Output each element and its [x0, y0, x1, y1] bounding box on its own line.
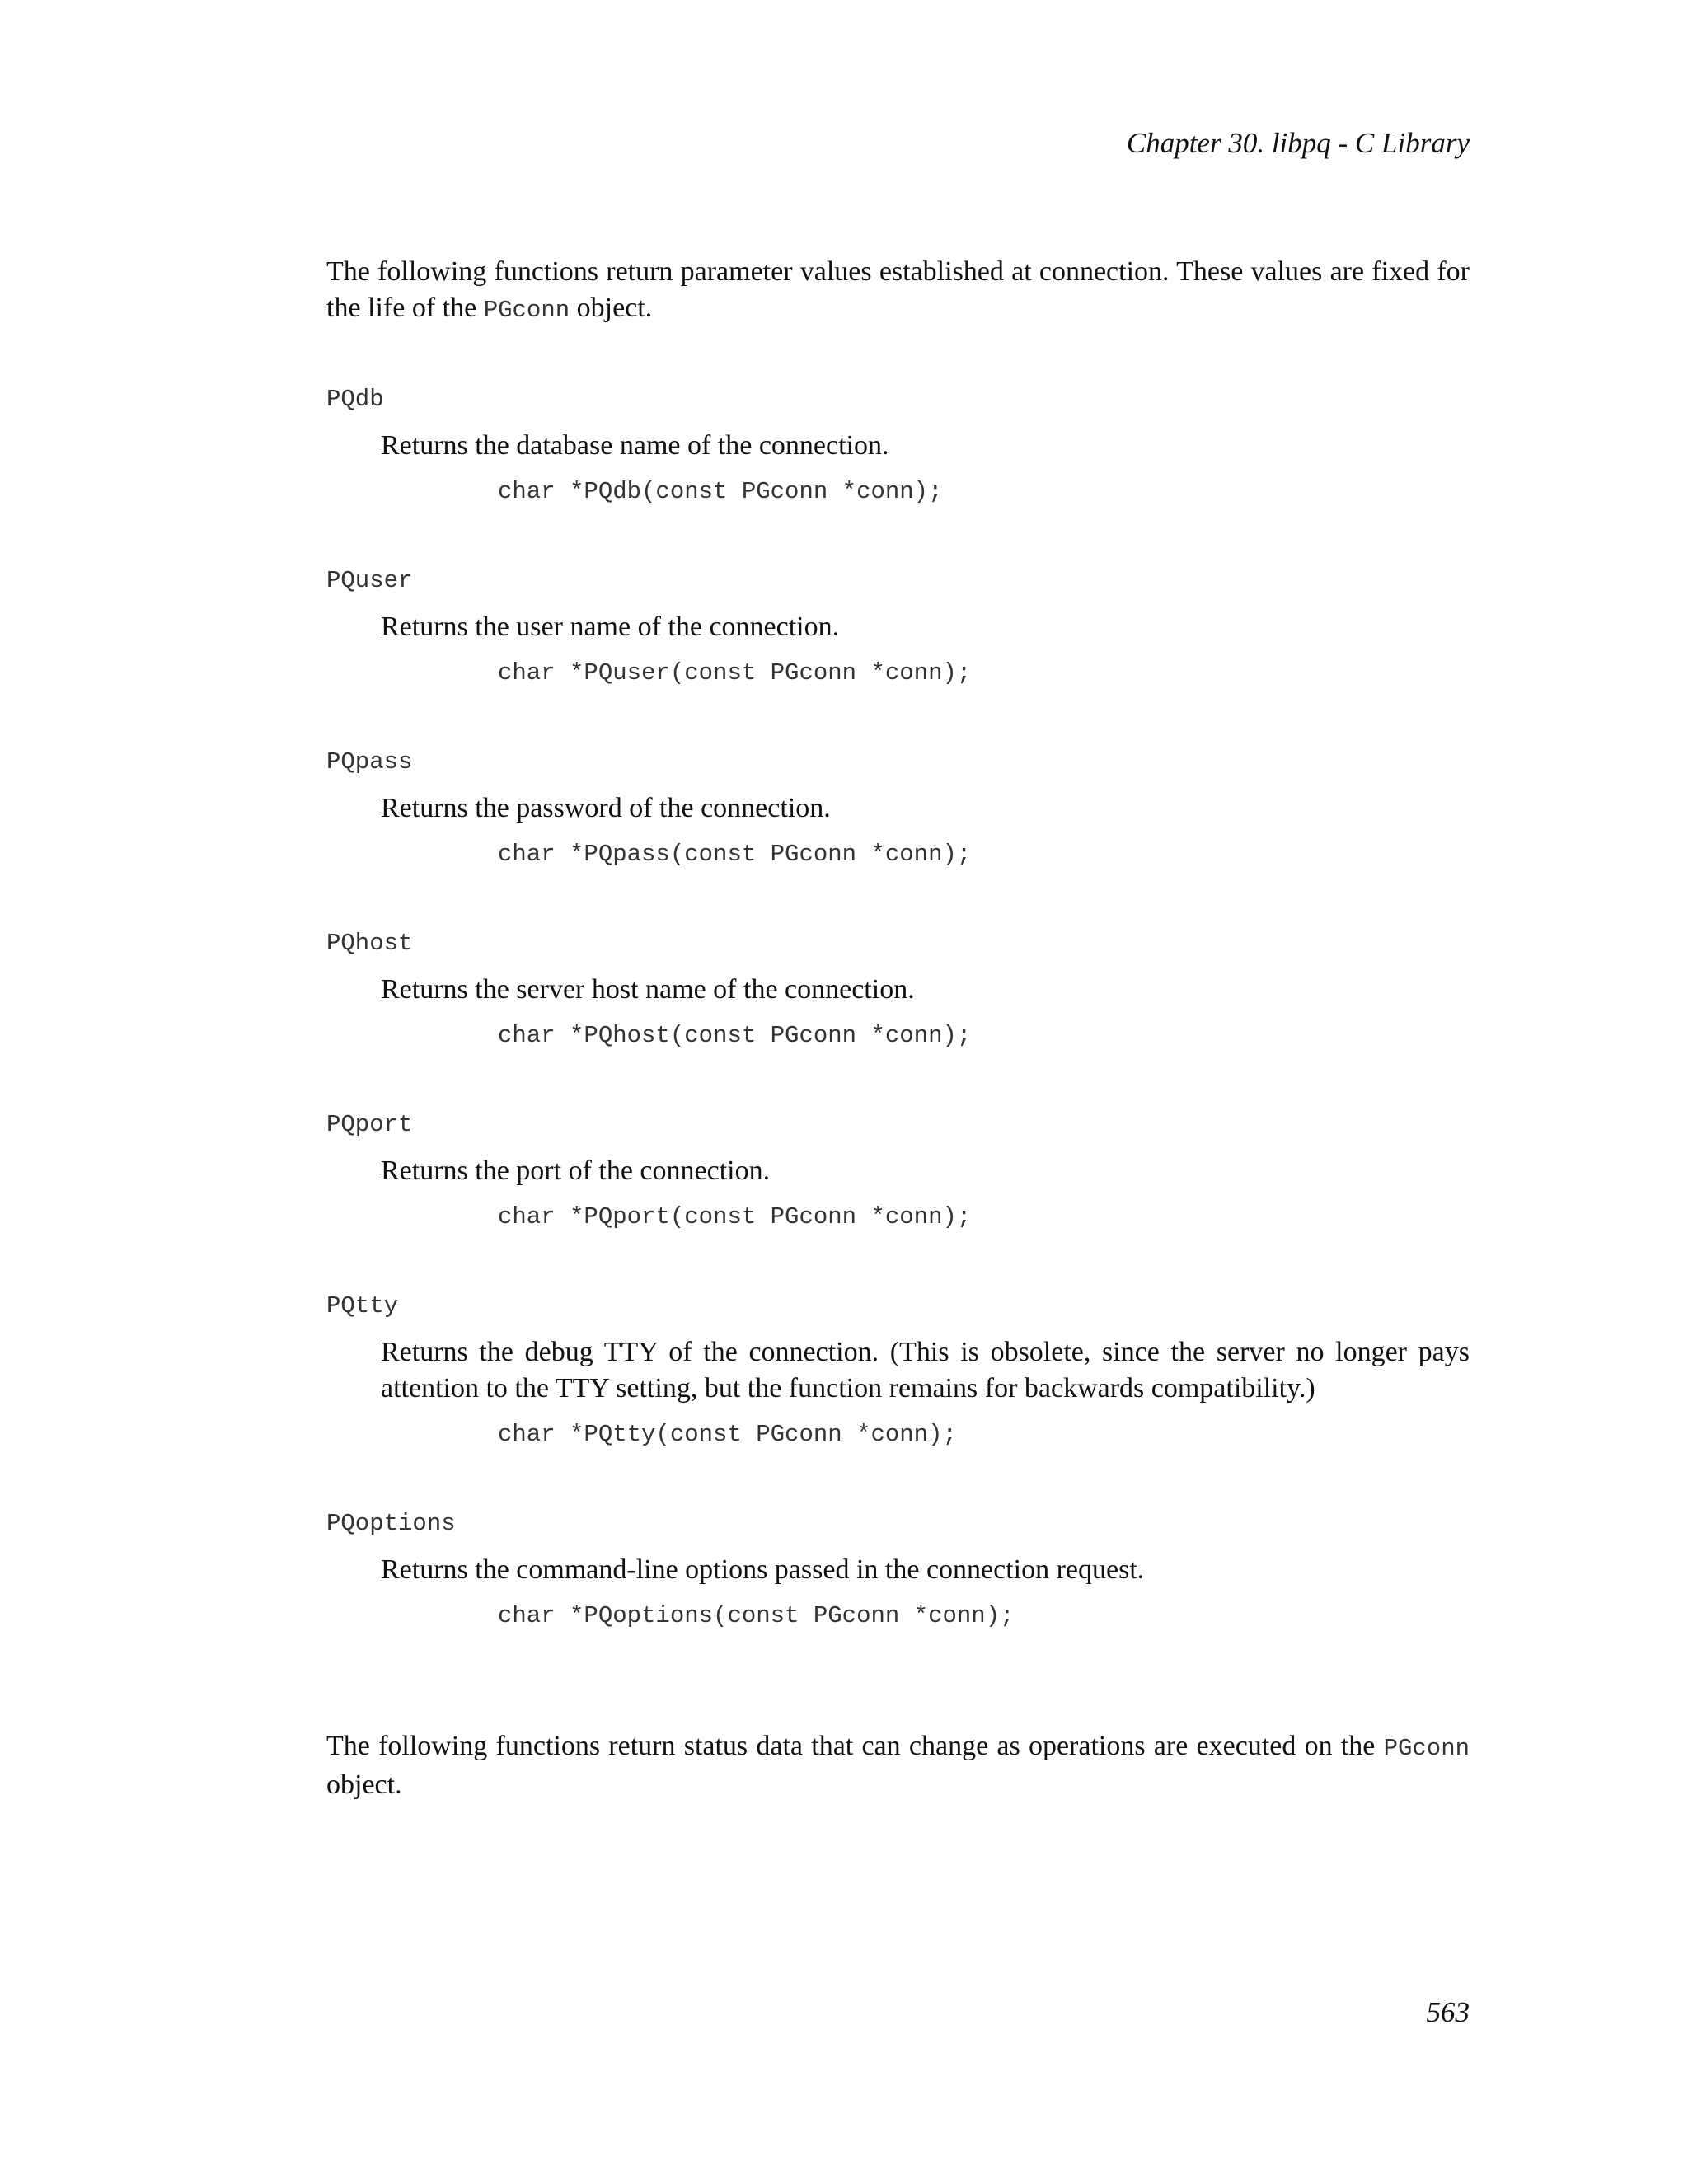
outro-code-pgconn: PGconn [1383, 1735, 1470, 1762]
function-synopsis: char *PQport(const PGconn *conn); [498, 1203, 972, 1230]
running-header: Chapter 30. libpq - C Library [1126, 127, 1470, 159]
function-name: PQpass [326, 748, 413, 776]
function-synopsis: char *PQhost(const PGconn *conn); [498, 1022, 972, 1049]
outro-paragraph [326, 1728, 1470, 1803]
function-name: PQdb [326, 386, 384, 413]
outro-text-end: object. [326, 1769, 402, 1800]
function-entry-pqoptions [326, 1506, 1470, 1634]
function-entry-pqhost [326, 926, 1470, 1054]
function-synopsis: char *PQdb(const PGconn *conn); [498, 478, 943, 505]
page-content [326, 254, 1470, 1803]
intro-paragraph [326, 254, 1470, 329]
function-description: Returns the port of the connection. [381, 1155, 771, 1186]
function-entry-pqpass [326, 744, 1470, 873]
intro-text: The following functions return parameter values established at connection. These values are fixed for the life of the [326, 256, 1470, 323]
function-synopsis: char *PQtty(const PGconn *conn); [498, 1421, 957, 1448]
intro-text-end: object. [570, 293, 653, 323]
function-description: Returns the password of the connection. [381, 793, 831, 823]
function-entry-pquser [326, 563, 1470, 691]
function-synopsis: char *PQpass(const PGconn *conn); [498, 841, 972, 868]
function-entry-pqtty [326, 1288, 1470, 1453]
outro-text: The following functions return status data that can change as operations are executed on the [326, 1731, 1384, 1761]
function-name: PQport [326, 1111, 413, 1138]
function-name: PQoptions [326, 1510, 456, 1537]
function-synopsis: char *PQuser(const PGconn *conn); [498, 659, 972, 687]
function-description: Returns the user name of the connection. [381, 612, 840, 642]
function-entry-pqdb [326, 382, 1470, 510]
function-description: Returns the server host name of the connection. [381, 974, 915, 1005]
intro-code-pgconn: PGconn [483, 297, 570, 324]
function-synopsis: char *PQoptions(const PGconn *conn); [498, 1602, 1015, 1629]
function-entry-pqport [326, 1107, 1470, 1235]
function-name: PQtty [326, 1292, 399, 1319]
function-name: PQhost [326, 930, 413, 957]
function-description: Returns the command-line options passed in the connection request. [381, 1554, 1145, 1585]
page-number: 563 [1426, 1996, 1470, 2028]
function-name: PQuser [326, 567, 413, 594]
function-description: Returns the debug TTY of the connection. (This is obsolete, since the server no longer pays attention to the TTY setting, but the function remains for backwards compatibility.) [381, 1337, 1470, 1404]
function-description: Returns the database name of the connection. [381, 430, 889, 461]
